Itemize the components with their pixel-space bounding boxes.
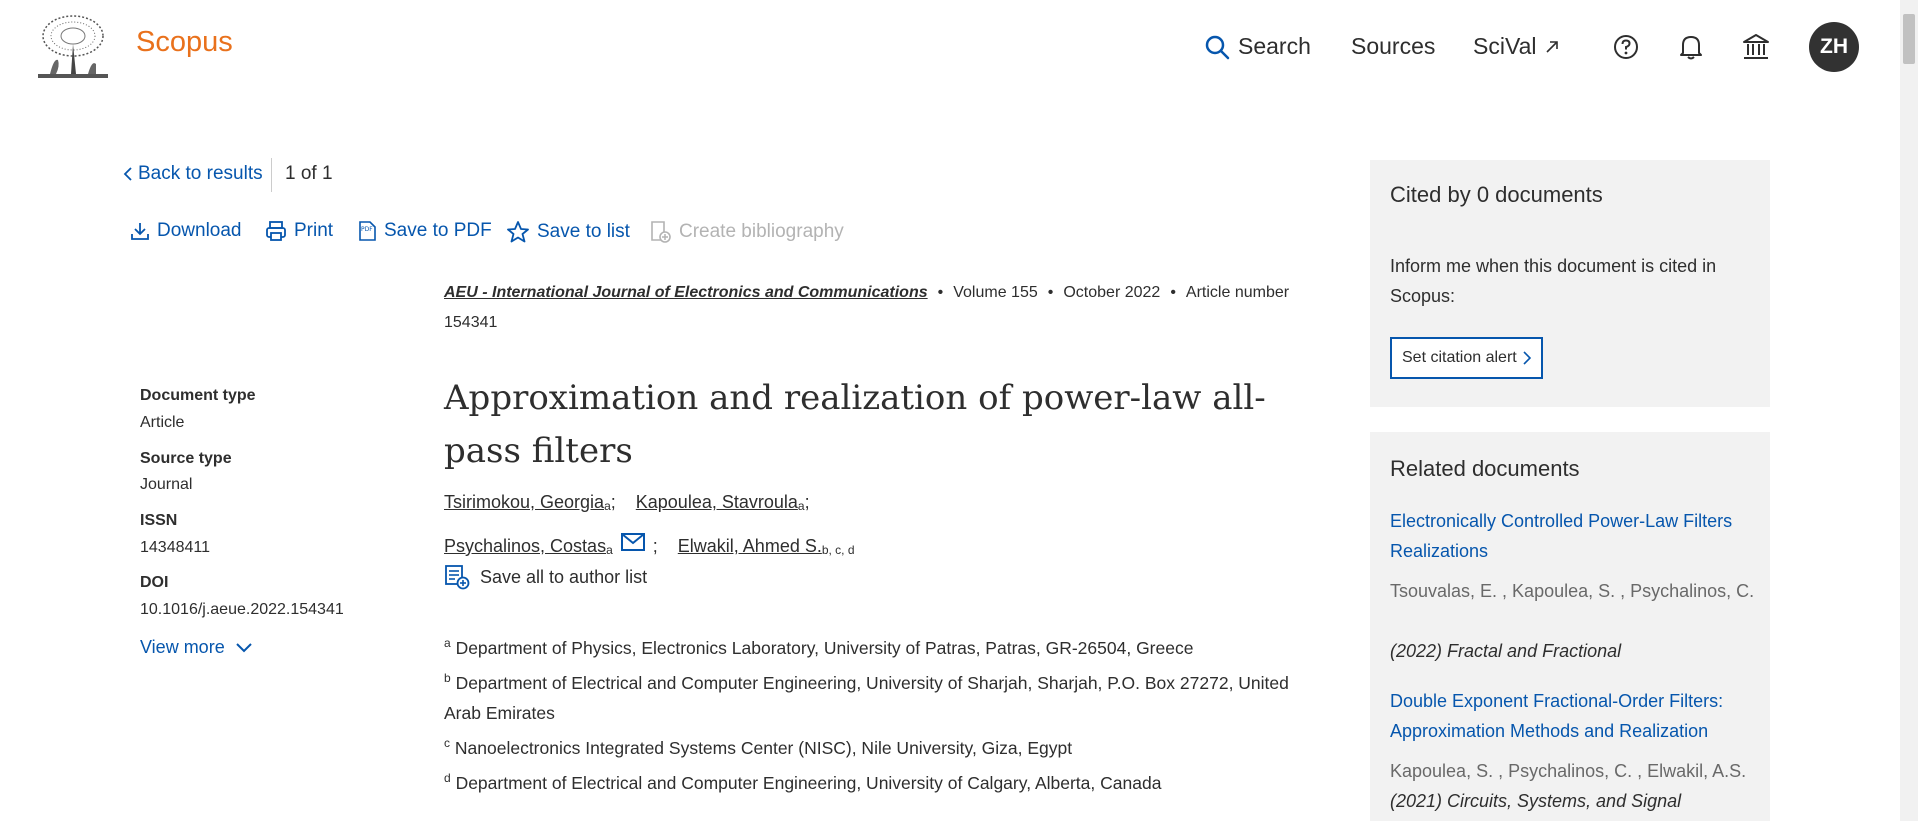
affiliation-text: Nanoelectronics Integrated Systems Center (NISC), Nile University, Giza, Egypt bbox=[454, 737, 1073, 758]
affiliation-text: Department of Electrical and Computer Engineering, University of Calgary, Alberta, Canada bbox=[455, 772, 1162, 793]
author-affiliation-marker: a bbox=[604, 499, 611, 513]
help-button[interactable] bbox=[1611, 32, 1641, 62]
separator-dot: • bbox=[1170, 284, 1176, 301]
author-separator: ; bbox=[804, 492, 810, 512]
save-pdf-button[interactable] bbox=[357, 220, 492, 242]
doi-value: 10.1016/j.aeue.2022.154341 bbox=[140, 601, 344, 618]
cited-by-title: Cited by 0 documents bbox=[1390, 182, 1603, 207]
affiliation-key: a bbox=[444, 636, 451, 650]
download-label: Download bbox=[157, 220, 242, 241]
download-button[interactable] bbox=[130, 220, 242, 242]
back-to-results-link[interactable] bbox=[122, 163, 263, 185]
email-icon[interactable] bbox=[621, 533, 645, 551]
author-affiliation-marker: a bbox=[797, 499, 805, 513]
print-label: Print bbox=[294, 220, 334, 241]
document-type-value: Article bbox=[140, 414, 185, 431]
affiliation-text: Department of Electrical and Computer Engineering, University of Sharjah, Sharjah, P.O. Box 27272, United Arab Emirates bbox=[444, 672, 1289, 723]
related-document-link[interactable]: Double Exponent Fractional-Order Filters: Approximation Methods and Realization bbox=[1390, 691, 1724, 741]
institution-icon bbox=[1742, 33, 1770, 61]
source-info bbox=[444, 278, 1334, 338]
avatar[interactable]: ZH bbox=[1809, 22, 1859, 72]
print-icon bbox=[265, 220, 287, 242]
nav-scival[interactable] bbox=[1473, 33, 1559, 60]
authors-row-1 bbox=[444, 492, 810, 513]
help-icon bbox=[1613, 34, 1639, 60]
notifications-button[interactable] bbox=[1676, 32, 1706, 62]
elsevier-logo-icon[interactable] bbox=[38, 14, 108, 80]
author-link[interactable]: Elwakil, Ahmed S. bbox=[677, 536, 822, 556]
set-citation-alert-label: Set citation alert bbox=[1402, 349, 1517, 366]
journal-link[interactable]: AEU - International Journal of Electronics and Communications bbox=[444, 284, 928, 301]
cited-by-panel bbox=[1370, 160, 1770, 407]
affiliation-key: b bbox=[444, 671, 451, 685]
page-scrollbar[interactable] bbox=[1900, 0, 1918, 821]
publication-date: October 2022 bbox=[1063, 284, 1161, 301]
document-title: Approximation and realization of power-law all-pass filters bbox=[444, 378, 1266, 471]
related-document-link[interactable]: Electronically Controlled Power-Law Filters Realizations bbox=[1390, 511, 1733, 561]
back-label: Back to results bbox=[138, 163, 263, 184]
nav-scival-label: SciVal bbox=[1473, 33, 1537, 59]
related-title: Related documents bbox=[1390, 456, 1580, 481]
save-pdf-label: Save to PDF bbox=[384, 220, 492, 241]
nav-search[interactable] bbox=[1204, 33, 1311, 60]
nav-search-label: Search bbox=[1238, 33, 1311, 59]
author-link[interactable]: Kapoulea, Stavroula bbox=[635, 492, 798, 512]
separator-dot: • bbox=[937, 284, 944, 301]
related-document-source: (2022) Fractal and Fractional bbox=[1390, 641, 1622, 661]
affiliation-key: d bbox=[444, 771, 451, 785]
author-list-icon bbox=[444, 564, 470, 590]
result-pager: 1 of 1 bbox=[285, 163, 333, 184]
view-more-link[interactable] bbox=[140, 637, 253, 658]
issn-value: 14348411 bbox=[140, 539, 210, 556]
divider bbox=[271, 158, 272, 192]
document-type-label: Document type bbox=[140, 387, 256, 404]
institution-button[interactable] bbox=[1741, 32, 1771, 62]
author-affiliation-marker: a bbox=[606, 543, 613, 557]
source-type-label: Source type bbox=[140, 450, 232, 467]
download-icon bbox=[130, 221, 150, 241]
create-bibliography-button[interactable] bbox=[650, 220, 844, 244]
star-icon bbox=[506, 220, 530, 244]
set-citation-alert-button[interactable] bbox=[1390, 337, 1543, 379]
chevron-left-icon bbox=[122, 166, 134, 182]
author-separator: ; bbox=[652, 536, 678, 556]
save-to-list-label: Save to list bbox=[537, 221, 630, 242]
nav-sources[interactable] bbox=[1351, 33, 1435, 60]
related-document-authors: Tsouvalas, E. , Kapoulea, S. , Psychalinos, C. bbox=[1390, 581, 1755, 601]
bibliography-icon bbox=[650, 220, 672, 244]
source-type-value: Journal bbox=[140, 476, 193, 493]
related-documents-panel bbox=[1370, 432, 1770, 821]
chevron-down-icon bbox=[235, 642, 253, 654]
svg-text:PDF: PDF bbox=[361, 226, 373, 233]
affiliation bbox=[444, 763, 1294, 798]
authors-row-2 bbox=[444, 533, 855, 557]
author-affiliation-marker: b, c, d bbox=[821, 543, 855, 557]
author-link[interactable]: Tsirimokou, Georgia bbox=[444, 492, 605, 512]
scrollbar-thumb[interactable] bbox=[1903, 14, 1915, 64]
chevron-right-icon bbox=[1523, 351, 1531, 365]
save-all-label: Save all to author list bbox=[480, 566, 648, 587]
affiliation bbox=[444, 628, 1294, 663]
print-button[interactable] bbox=[265, 220, 333, 242]
cited-by-text: Inform me when this document is cited in Scopus: bbox=[1390, 256, 1717, 306]
related-document-authors: Kapoulea, S. , Psychalinos, C. , Elwakil, A.S. bbox=[1390, 761, 1747, 781]
scopus-brand[interactable]: Scopus bbox=[136, 26, 233, 58]
bell-icon bbox=[1678, 33, 1704, 61]
affiliation-text: Department of Physics, Electronics Laboratory, University of Patras, Patras, GR-26504, Greece bbox=[455, 637, 1194, 658]
view-more-label: View more bbox=[140, 637, 225, 657]
external-link-icon bbox=[1545, 40, 1559, 54]
save-all-to-author-list-button[interactable] bbox=[444, 564, 647, 590]
create-bibliography-label: Create bibliography bbox=[679, 221, 844, 242]
affiliation bbox=[444, 728, 1294, 763]
separator-dot: • bbox=[1047, 284, 1054, 301]
affiliation-key: c bbox=[444, 736, 450, 750]
article-number: Article number 154341 bbox=[444, 284, 1290, 331]
search-icon bbox=[1204, 34, 1230, 60]
issn-label: ISSN bbox=[140, 512, 178, 529]
author-link[interactable]: Psychalinos, Costas bbox=[444, 536, 607, 556]
author-separator: ; bbox=[610, 492, 636, 512]
volume: Volume 155 bbox=[953, 284, 1038, 301]
doi-label: DOI bbox=[140, 574, 169, 591]
affiliation bbox=[444, 663, 1294, 728]
related-document-source: (2021) Circuits, Systems, and Signal bbox=[1390, 791, 1682, 811]
save-to-list-button[interactable] bbox=[506, 220, 630, 244]
pdf-icon bbox=[357, 220, 377, 242]
nav-sources-label: Sources bbox=[1351, 33, 1436, 59]
